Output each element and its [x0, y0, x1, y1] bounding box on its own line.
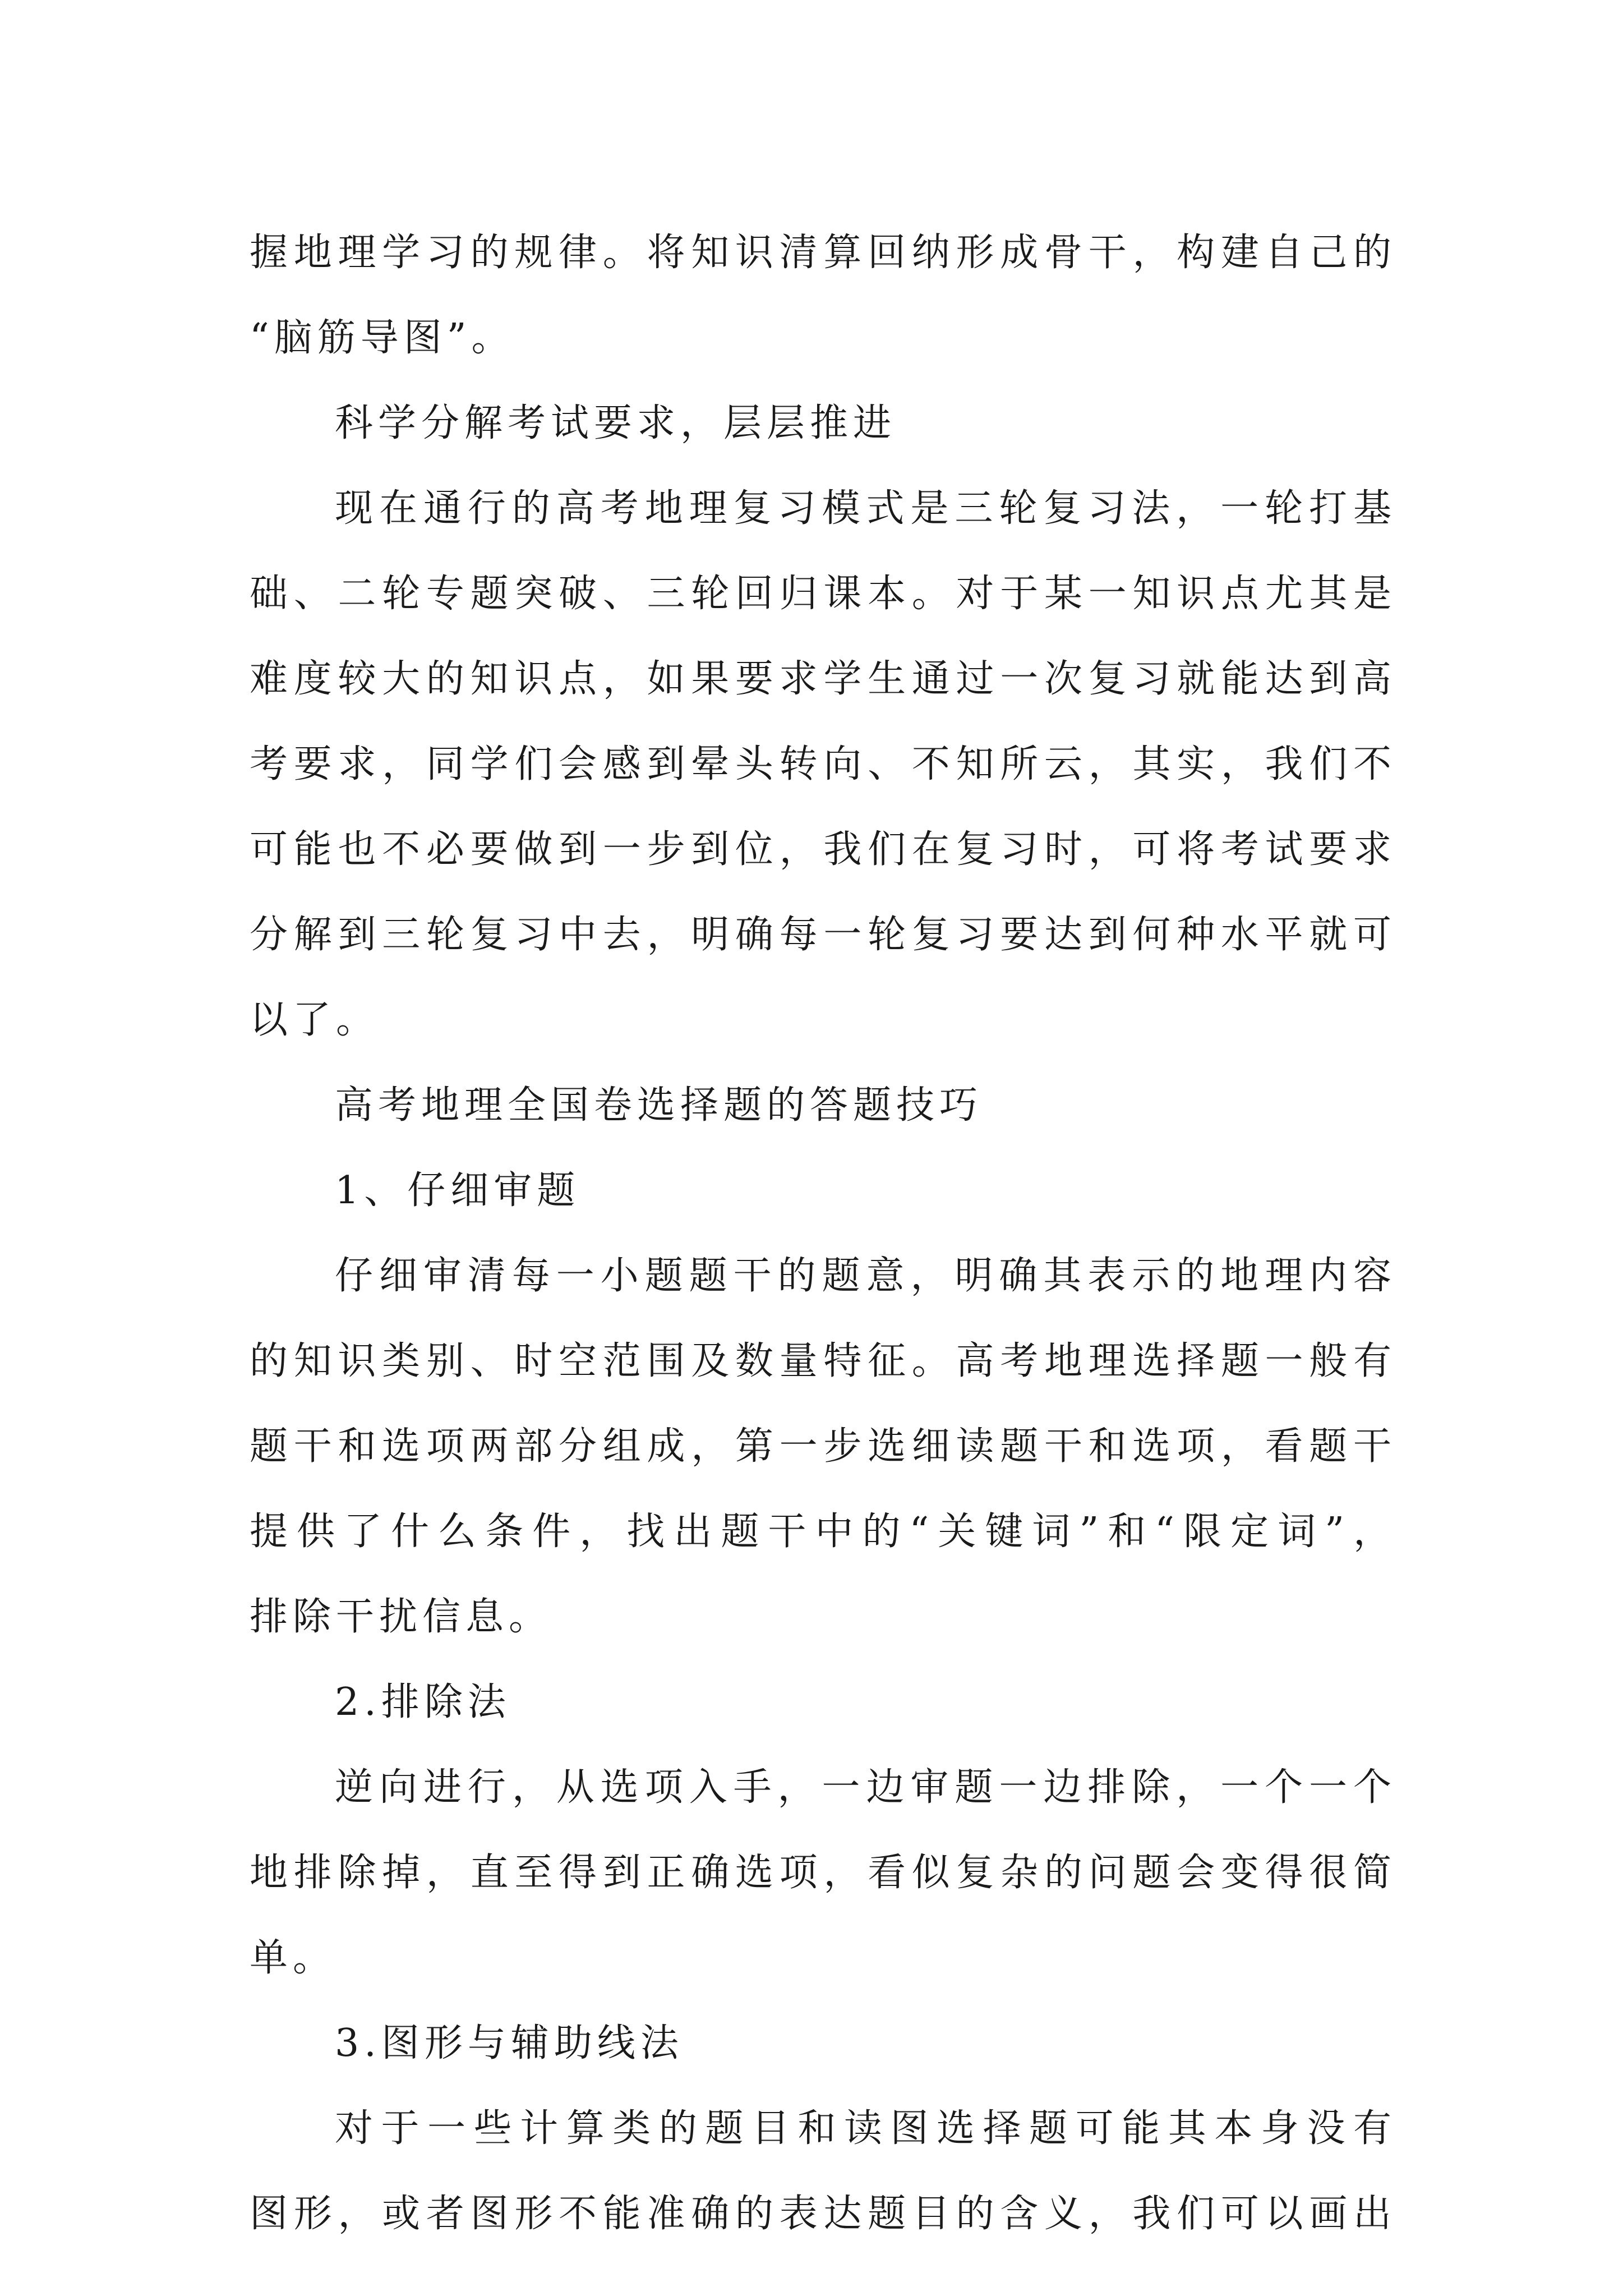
text-line: 题干和选项两部分组成，第一步选细读题干和选项，看题干: [250, 1424, 1396, 1469]
subsection-heading: 1、仔细审题: [335, 1168, 580, 1213]
body-text: [250, 210, 1396, 2257]
text-line: 提供了什么条件，找出题干中的“关键词”和“限定词”，: [250, 1510, 1396, 1554]
text-line: 图形，或者图形不能准确的表达题目的含义，我们可以画出: [250, 2192, 1396, 2236]
text-line: 排除干扰信息。: [250, 1595, 552, 1639]
text-line: 逆向进行，从选项入手，一边审题一边排除，一个一个: [335, 1765, 1396, 1810]
text-line: 难度较大的知识点，如果要求学生通过一次复习就能达到高: [250, 657, 1396, 701]
text-line: 握地理学习的规律。将知识清算回纳形成骨干，构建自己的: [250, 231, 1396, 275]
text-line: 仔细审清每一小题题干的题意，明确其表示的地理内容: [335, 1254, 1396, 1298]
section-heading: 高考地理全国卷选择题的答题技巧: [335, 1083, 983, 1128]
text-line: “脑筋导图”。: [250, 316, 515, 360]
text-line: 础、二轮专题突破、三轮回归课本。对于某一知识点尤其是: [250, 572, 1396, 616]
text-line: 现在通行的高考地理复习模式是三轮复习法，一轮打基: [335, 486, 1396, 531]
text-line: 可能也不必要做到一步到位，我们在复习时，可将考试要求: [250, 827, 1396, 872]
text-line: 的知识类别、时空范围及数量特征。高考地理选择题一般有: [250, 1339, 1396, 1383]
section-heading: 科学分解考试要求，层层推进: [335, 401, 897, 445]
text-line: 以了。: [250, 998, 380, 1042]
text-line: 单。: [250, 1936, 336, 1980]
text-line: 地排除掉，直至得到正确选项，看似复杂的问题会变得很简: [250, 1851, 1396, 1895]
subsection-heading: 2.排除法: [335, 1680, 511, 1724]
text-line: 考要求，同学们会感到晕头转向、不知所云，其实，我们不: [250, 742, 1396, 786]
text-line: 对于一些计算类的题目和读图选择题可能其本身没有: [335, 2106, 1396, 2151]
subsection-heading: 3.图形与辅助线法: [335, 2021, 684, 2065]
text-line: 分解到三轮复习中去，明确每一轮复习要达到何种水平就可: [250, 913, 1396, 957]
